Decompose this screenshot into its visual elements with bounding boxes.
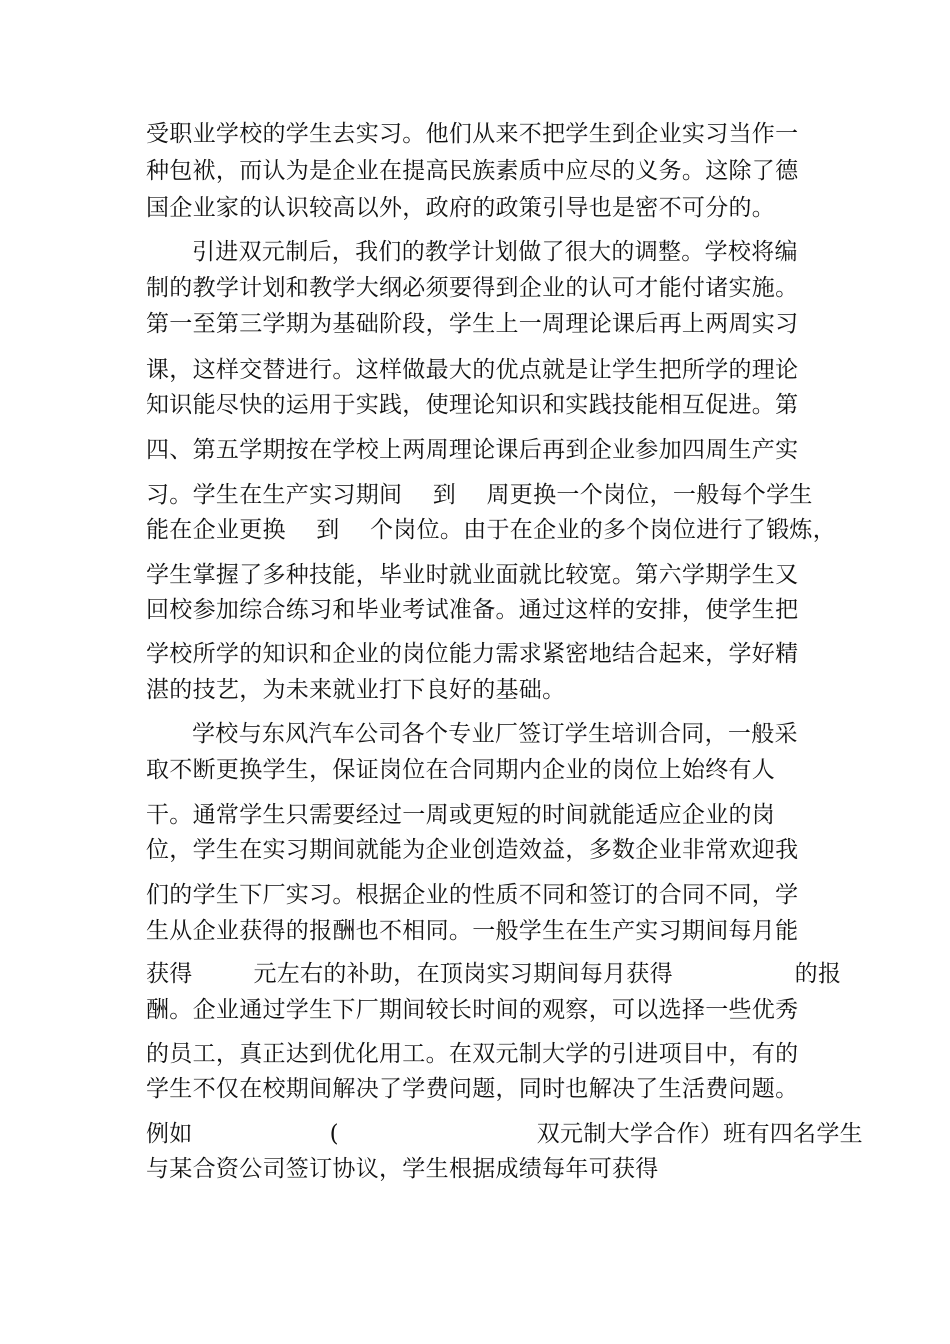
paragraph-line-7: 课，这样交替进行。这样做最大的优点就是让学生把所学的理论	[146, 357, 799, 383]
paragraph-line-6: 第一至第三学期为基础阶段，学生上一周理论课后再上两周实习	[146, 311, 799, 337]
paragraph-line-21: 生从企业获得的报酬也不相同。一般学生在生产实习期间每月能	[146, 918, 799, 944]
paragraph-line-14: 学校所学的知识和企业的岗位能力需求紧密地结合起来，学好精	[146, 641, 799, 667]
paragraph-line-18: 干。通常学生只需要经过一周或更短的时间就能适应企业的岗	[146, 802, 776, 828]
paragraph-line-10: 习。学生在生产实习期间 到 周更换一个岗位，一般每个学生	[146, 482, 813, 508]
paragraph-line-13: 回校参加综合练习和毕业考试准备。通过这样的安排，使学生把	[146, 597, 799, 623]
paragraph-line-3: 国企业家的认识较高以外，政府的政策引导也是密不可分的。	[146, 195, 776, 221]
paragraph-line-9: 四、第五学期按在学校上两周理论课后再到企业参加四周生产实	[146, 437, 799, 463]
paragraph-line-8: 知识能尽快的运用于实践，使理论知识和实践技能相互促进。第	[146, 392, 799, 418]
paragraph-line-15: 湛的技艺，为未来就业打下良好的基础。	[146, 677, 566, 703]
paragraph-line-22: 获得 元左右的补助，在顶岗实习期间每月获得 的报	[146, 961, 842, 987]
paragraph-line-25: 学生不仅在校期间解决了学费问题，同时也解决了生活费问题。	[146, 1076, 799, 1102]
paragraph-line-26: 例如 ( 双元制大学合作）班有四名学生	[146, 1121, 863, 1147]
paragraph-line-27: 与某合资公司签订协议，学生根据成绩每年可获得	[146, 1156, 659, 1182]
paragraph-line-16: 学校与东风汽车公司各个专业厂签订学生培训合同，一般采	[192, 721, 798, 747]
paragraph-line-11: 能在企业更换 到 个岗位。由于在企业的多个岗位进行了锻炼，	[146, 517, 836, 543]
paragraph-line-12: 学生掌握了多种技能，毕业时就业面就比较宽。第六学期学生又	[146, 562, 799, 588]
paragraph-line-2: 种包袱，而认为是企业在提高民族素质中应尽的义务。这除了德	[146, 158, 799, 184]
paragraph-line-17: 取不断更换学生，保证岗位在合同期内企业的岗位上始终有人	[146, 757, 776, 783]
paragraph-line-4: 引进双元制后，我们的教学计划做了很大的调整。学校将编	[192, 239, 798, 265]
paragraph-line-5: 制的教学计划和教学大纲必须要得到企业的认可才能付诸实施。	[146, 275, 799, 301]
paragraph-line-23: 酬。企业通过学生下厂期间较长时间的观察，可以选择一些优秀	[146, 997, 799, 1023]
paragraph-line-20: 们的学生下厂实习。根据企业的性质不同和签订的合同不同，学	[146, 882, 799, 908]
paragraph-line-19: 位，学生在实习期间就能为企业创造效益，多数企业非常欢迎我	[146, 837, 799, 863]
paragraph-line-24: 的员工，真正达到优化用工。在双元制大学的引进项目中，有的	[146, 1041, 799, 1067]
paragraph-line-1: 受职业学校的学生去实习。他们从来不把学生到企业实习当作一	[146, 121, 799, 147]
